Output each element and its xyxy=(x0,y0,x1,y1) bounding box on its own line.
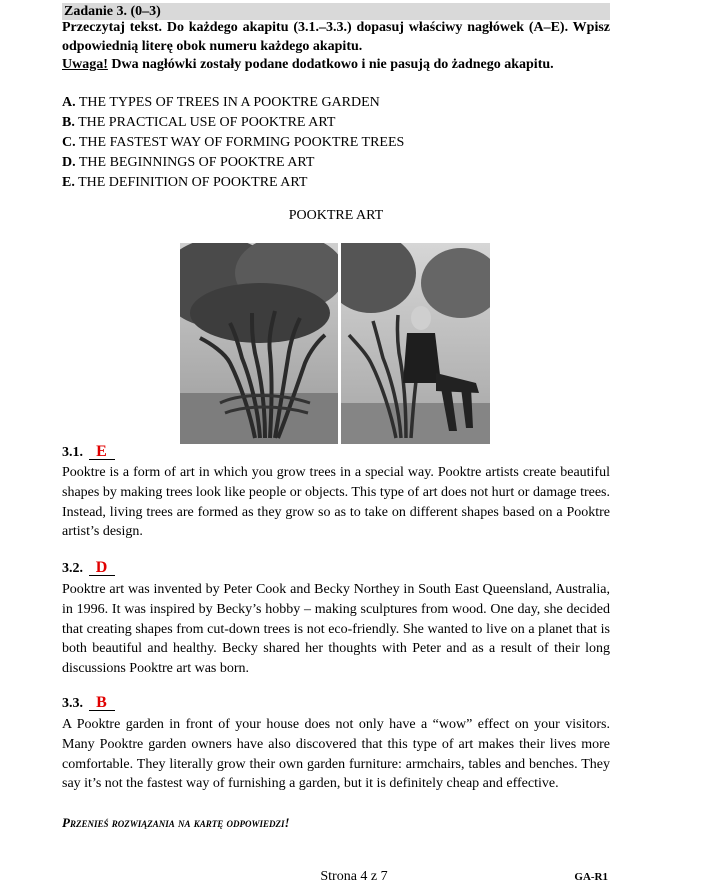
task-header: Zadanie 3. (0–3) xyxy=(62,3,610,20)
paragraph-3-1-label: 3.1. E xyxy=(62,444,115,462)
exam-code: GA-R1 xyxy=(574,871,608,883)
instruction-text: Przeczytaj tekst. Do każdego akapitu (3.1.–3.3.) dopasuj właściwy nagłówek (A–E). Wpisz odpowiednią literę obok numeru każdego akapitu. xyxy=(62,20,610,54)
warning-text: Dwa nagłówki zostały podane dodatkowo i nie pasują do żadnego akapitu. xyxy=(107,57,554,72)
answer-3-2: D xyxy=(89,560,115,576)
page-number: Strona 4 z 7 xyxy=(320,869,388,884)
tree-chair-photo xyxy=(180,243,338,444)
paragraph-3-3-label: 3.3. B xyxy=(62,695,115,713)
heading-option-b: B. THE PRACTICAL USE OF POOKTRE ART xyxy=(62,115,336,130)
man-in-tree-chair-photo xyxy=(341,243,490,444)
paragraph-3-2: Pooktre art was invented by Peter Cook and Becky Northey in South East Queensland, Australia, in 1996. It was inspired by Becky’s hobby – making sculptures from wood. One day, she decided that creating shapes from cut-down trees is not eco-friendly. She wanted to live on a planet that is both beautiful and healthy. Becky shared her thoughts with Peter and as a result of their long discussions Pooktre art was born. xyxy=(62,582,610,677)
heading-options xyxy=(62,93,610,193)
transfer-note: Przenieś rozwiązania na kartę odpowiedzi! xyxy=(62,815,290,830)
heading-option-c: C. THE FASTEST WAY OF FORMING POOKTRE TREES xyxy=(62,135,405,150)
heading-option-e: E. THE DEFINITION OF POOKTRE ART xyxy=(62,175,308,190)
answer-3-3: B xyxy=(89,695,115,711)
paragraph-3-1: Pooktre is a form of art in which you grow trees in a special way. Pooktre artists create beautiful shapes by making trees look like people or objects. This type of art does not hurt or damage trees. Instead, living trees are formed as they grow so as to take on different shapes based on a Pooktre artist’s design. xyxy=(62,465,610,540)
heading-option-a: A. THE TYPES OF TREES IN A POOKTRE GARDEN xyxy=(62,95,380,110)
warning-label: Uwaga! xyxy=(62,57,108,72)
paragraph-3-3: A Pooktre garden in front of your house does not only have a “wow” effect on your visitors. Many Pooktre garden owners have also discovered that this type of art makes their lives more comfortable. They literally grow their own garden furniture: armchairs, tables and benches. They say it’s not the fastest way of furnishing a garden, but it is definitely cheap and effective. xyxy=(62,717,610,792)
article-title: POOKTRE ART xyxy=(288,208,384,223)
task-instruction xyxy=(62,19,610,75)
paragraph-3-2-label: 3.2. D xyxy=(62,560,115,578)
answer-3-1: E xyxy=(89,444,115,460)
heading-option-d: D. THE BEGINNINGS OF POOKTRE ART xyxy=(62,155,315,170)
